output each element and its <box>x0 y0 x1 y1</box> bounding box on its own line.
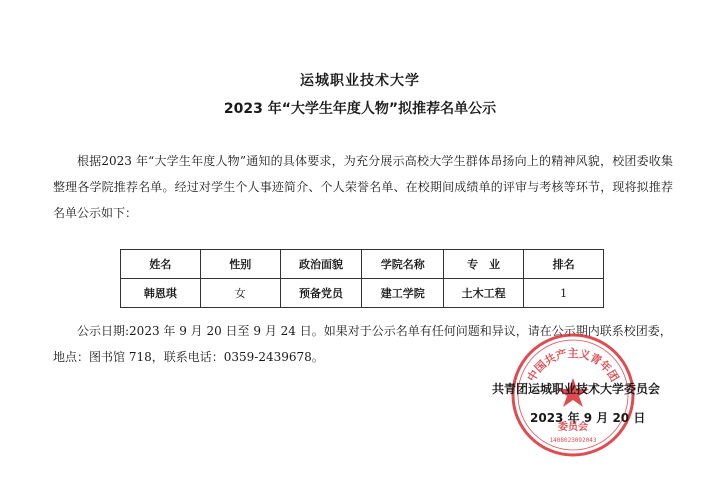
seal-serial-number: 1408023092043 <box>549 437 597 444</box>
cell-college: 建工学院 <box>362 279 444 308</box>
column-header-political-status: 政治面貌 <box>280 250 362 279</box>
signing-date: 2023 年 9 月 20 日 <box>530 411 646 425</box>
institution-title: 运城职业技术大学 <box>300 73 420 89</box>
column-header-gender: 性别 <box>200 250 280 279</box>
notice-paragraph: 公示日期:2023 年 9 月 20 日至 9 月 24 日。如果对于公示名单有任何问题和异议，请在公示期内联系校团委，地点：图书馆 718，联系电话：0359-2439678。 <box>53 324 672 364</box>
cell-name: 韩恩琪 <box>121 279 201 308</box>
cell-rank: 1 <box>524 279 604 308</box>
cell-major: 土木工程 <box>444 279 524 308</box>
table-row <box>121 279 604 308</box>
table-header-row <box>121 250 604 279</box>
signing-organization: 共青团运城职业技术大学委员会 <box>491 382 660 396</box>
candidate-table <box>120 249 604 308</box>
intro-paragraph: 根据2023 年“大学生年度人物”通知的具体要求，为充分展示高校大学生群体昂扬向上的精神风貌，校团委收集整理各学院推荐名单。经过对学生个人事迹简介、个人荣誉名单、在校期间成绩单的评审与考核等环节，现将拟推荐名单公示如下： <box>53 154 673 220</box>
column-header-name: 姓名 <box>121 250 201 279</box>
seal-arc-text: 中国共产主义青年团 <box>524 347 622 384</box>
document-title: 2023 年“大学生年度人物”拟推荐名单公示 <box>223 101 497 117</box>
cell-political-status: 预备党员 <box>280 279 362 308</box>
seal-bottom-text: 委员会 <box>558 422 588 433</box>
cell-gender: 女 <box>200 279 280 308</box>
column-header-major: 专 业 <box>444 250 524 279</box>
column-header-rank: 排名 <box>524 250 604 279</box>
column-header-college: 学院名称 <box>362 250 444 279</box>
